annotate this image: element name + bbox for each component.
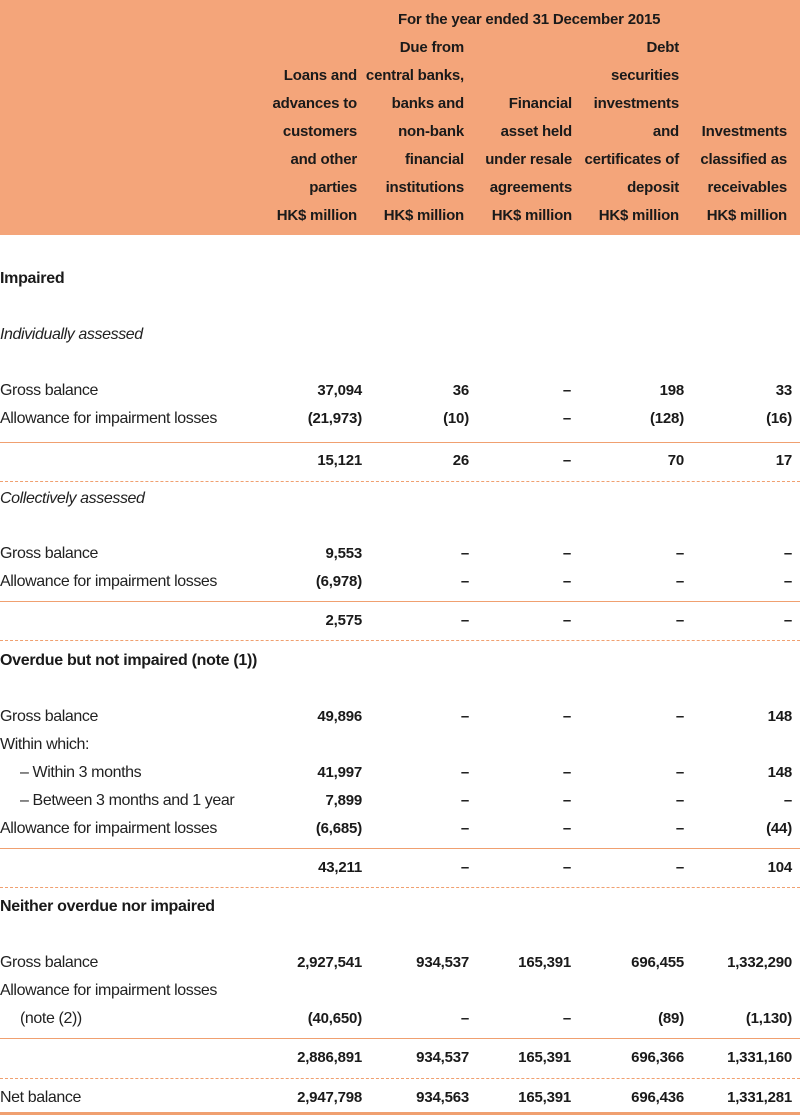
cell-col5: 104 xyxy=(767,859,792,876)
cell-col1: 15,121 xyxy=(317,452,362,469)
cell-col2: 934,537 xyxy=(416,1049,469,1066)
table-row xyxy=(0,569,800,597)
row-label: (note (2)) xyxy=(20,1010,82,1027)
section-overdue-not-impaired: Overdue but not impaired (note (1)) xyxy=(0,652,258,669)
col4-unit: HK$ million xyxy=(598,207,679,224)
cell-col1: 41,997 xyxy=(317,764,362,781)
cell-col3: – xyxy=(562,573,571,590)
col2-unit: HK$ million xyxy=(383,207,464,224)
subsection-collectively-assessed: Collectively assessed xyxy=(0,490,145,507)
subtotal-row xyxy=(0,608,800,636)
col2-line3: banks and xyxy=(391,95,464,112)
cell-col3: – xyxy=(562,452,571,469)
dashed-rule xyxy=(0,640,800,641)
cell-col1: 2,575 xyxy=(325,612,362,629)
dashed-rule xyxy=(0,1078,800,1079)
cell-col1: 9,553 xyxy=(325,545,362,562)
cell-col5: 17 xyxy=(775,452,792,469)
cell-col2: – xyxy=(460,792,469,809)
cell-col2: – xyxy=(460,820,469,837)
cell-col4: – xyxy=(675,708,684,725)
subtotal-row xyxy=(0,448,800,476)
col5-unit: HK$ million xyxy=(706,207,787,224)
col1-line4: and other xyxy=(290,151,357,168)
cell-col2: 36 xyxy=(452,382,469,399)
col1-line2: advances to xyxy=(272,95,357,112)
cell-col1: (21,973) xyxy=(307,410,362,427)
cell-col3: – xyxy=(562,820,571,837)
table-row xyxy=(0,704,800,732)
cell-col2: (10) xyxy=(443,410,469,427)
cell-col4: – xyxy=(675,573,684,590)
row-label: Gross balance xyxy=(0,954,98,971)
cell-col5: 1,331,281 xyxy=(727,1089,792,1106)
cell-col4: 198 xyxy=(659,382,684,399)
cell-col4: – xyxy=(675,859,684,876)
dashed-rule xyxy=(0,887,800,888)
col5-line1: Investments xyxy=(701,123,787,140)
cell-col3: – xyxy=(562,859,571,876)
cell-col2: 934,537 xyxy=(416,954,469,971)
cell-col2: – xyxy=(460,764,469,781)
cell-col3: 165,391 xyxy=(518,1089,571,1106)
cell-col5: (44) xyxy=(766,820,792,837)
col4-line1: Debt xyxy=(646,39,679,56)
table-row xyxy=(0,950,800,978)
cell-col5: – xyxy=(783,545,792,562)
cell-col1: (40,650) xyxy=(307,1010,362,1027)
table-row xyxy=(0,816,800,844)
table-row xyxy=(0,406,800,434)
cell-col2: – xyxy=(460,612,469,629)
col1-line1: Loans and xyxy=(283,67,357,84)
cell-col5: – xyxy=(783,792,792,809)
section-impaired: Impaired xyxy=(0,270,65,287)
col2-line6: institutions xyxy=(385,179,464,196)
col4-line6: deposit xyxy=(627,179,679,196)
row-label: Within which: xyxy=(0,736,90,753)
cell-col2: – xyxy=(460,545,469,562)
row-label: Gross balance xyxy=(0,545,98,562)
col2-line5: financial xyxy=(404,151,464,168)
cell-col1: 37,094 xyxy=(317,382,362,399)
col4-line3: investments xyxy=(593,95,679,112)
col4-line5: certificates of xyxy=(584,151,679,168)
col2-line1: Due from xyxy=(399,39,464,56)
cell-col5: – xyxy=(783,573,792,590)
col3-line2: asset held xyxy=(500,123,572,140)
cell-col1: 2,886,891 xyxy=(297,1049,362,1066)
row-label: Gross balance xyxy=(0,382,98,399)
net-balance-row xyxy=(0,1085,800,1113)
cell-col5: 1,331,160 xyxy=(727,1049,792,1066)
row-label: Allowance for impairment losses xyxy=(0,573,218,590)
cell-col1: 7,899 xyxy=(325,792,362,809)
row-label: – Between 3 months and 1 year xyxy=(20,792,235,809)
bottom-rule xyxy=(0,1112,800,1115)
cell-col5: 148 xyxy=(767,764,792,781)
cell-col4: (89) xyxy=(658,1010,684,1027)
cell-col1: 49,896 xyxy=(317,708,362,725)
cell-col4: 696,436 xyxy=(631,1089,684,1106)
row-label: Allowance for impairment losses xyxy=(0,820,218,837)
cell-col1: 2,927,541 xyxy=(297,954,362,971)
cell-col4: – xyxy=(675,764,684,781)
cell-col5: (1,130) xyxy=(745,1010,792,1027)
cell-col2: – xyxy=(460,859,469,876)
row-label: Net balance xyxy=(0,1089,81,1106)
cell-col1: (6,685) xyxy=(315,820,362,837)
table-row xyxy=(0,760,800,788)
table-row xyxy=(0,378,800,406)
section-neither-overdue-nor-impaired: Neither overdue nor impaired xyxy=(0,898,215,915)
cell-col4: – xyxy=(675,612,684,629)
cell-col3: 165,391 xyxy=(518,954,571,971)
row-label: Gross balance xyxy=(0,708,98,725)
col1-line3: customers xyxy=(282,123,357,140)
table-row xyxy=(0,788,800,816)
rule xyxy=(0,442,800,443)
cell-col3: – xyxy=(562,612,571,629)
cell-col1: 43,211 xyxy=(318,859,362,876)
cell-col4: (128) xyxy=(649,410,684,427)
table-row xyxy=(0,541,800,569)
cell-col4: 696,366 xyxy=(631,1049,684,1066)
table-header xyxy=(0,0,800,235)
rule xyxy=(0,601,800,602)
col1-line5: parties xyxy=(309,179,357,196)
rule xyxy=(0,848,800,849)
cell-col2: – xyxy=(460,573,469,590)
row-label: – Within 3 months xyxy=(20,764,142,781)
cell-col3: 165,391 xyxy=(518,1049,571,1066)
cell-col3: – xyxy=(562,792,571,809)
cell-col5: 33 xyxy=(775,382,792,399)
col1-unit: HK$ million xyxy=(276,207,357,224)
cell-col3: – xyxy=(562,1010,571,1027)
cell-col3: – xyxy=(562,708,571,725)
dashed-rule xyxy=(0,481,800,482)
cell-col3: – xyxy=(562,764,571,781)
cell-col5: 148 xyxy=(767,708,792,725)
table-row xyxy=(0,978,800,1006)
col3-line1: Financial xyxy=(508,95,572,112)
cell-col3: – xyxy=(562,382,571,399)
cell-col4: – xyxy=(675,792,684,809)
subtotal-row xyxy=(0,1045,800,1073)
period-heading: For the year ended 31 December 2015 xyxy=(398,11,661,28)
table-row xyxy=(0,1006,800,1034)
cell-col5: (16) xyxy=(766,410,792,427)
subsection-individually-assessed: Individually assessed xyxy=(0,326,143,343)
cell-col2: 26 xyxy=(452,452,469,469)
col3-line4: agreements xyxy=(489,179,572,196)
cell-col2: 934,563 xyxy=(416,1089,469,1106)
cell-col3: – xyxy=(562,410,571,427)
col2-line4: non-bank xyxy=(398,123,464,140)
row-label: Allowance for impairment losses xyxy=(0,410,218,427)
row-label: Allowance for impairment losses xyxy=(0,982,218,999)
subtotal-row xyxy=(0,855,800,883)
col3-line3: under resale xyxy=(485,151,572,168)
table-row xyxy=(0,732,800,760)
cell-col5: 1,332,290 xyxy=(727,954,792,971)
cell-col4: 70 xyxy=(667,452,684,469)
rule xyxy=(0,1038,800,1039)
cell-col5: – xyxy=(783,612,792,629)
cell-col2: – xyxy=(460,1010,469,1027)
cell-col4: – xyxy=(675,545,684,562)
col5-line3: receivables xyxy=(707,179,787,196)
col4-line2: securities xyxy=(610,67,679,84)
cell-col1: 2,947,798 xyxy=(297,1089,362,1106)
col5-line2: classified as xyxy=(700,151,787,168)
col2-line2: central banks, xyxy=(365,67,464,84)
col3-unit: HK$ million xyxy=(491,207,572,224)
cell-col4: 696,455 xyxy=(631,954,684,971)
cell-col3: – xyxy=(562,545,571,562)
cell-col2: – xyxy=(460,708,469,725)
cell-col4: – xyxy=(675,820,684,837)
cell-col1: (6,978) xyxy=(315,573,362,590)
col4-line4: and xyxy=(652,123,679,140)
